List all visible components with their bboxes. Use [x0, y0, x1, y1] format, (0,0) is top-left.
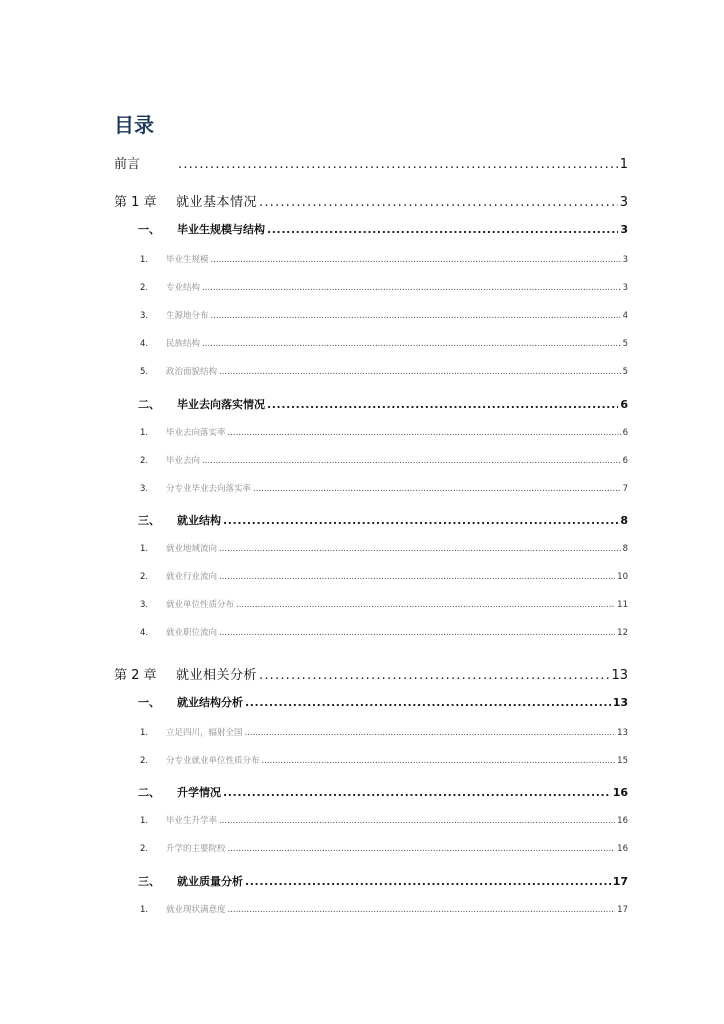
toc-item-entry[interactable] [140, 454, 628, 466]
toc-page-number: 8 [620, 514, 628, 527]
toc-item-entry[interactable] [140, 281, 628, 293]
toc-entry-label: 毕业生升学率 [166, 816, 218, 826]
toc-entry-number: 一、 [138, 696, 160, 709]
toc-leader-dots [202, 283, 621, 293]
toc-item-entry[interactable] [140, 337, 628, 349]
toc-entry-label: 立足四川，辐射全国 [166, 728, 243, 738]
toc-page-number: 13 [617, 728, 628, 738]
toc-section-entry[interactable] [138, 784, 628, 800]
toc-page-number: 16 [612, 786, 628, 799]
toc-page-number: 6 [622, 456, 628, 466]
toc-leader-dots [236, 600, 615, 610]
toc-entry-number: 2. [140, 283, 149, 293]
toc-leader-dots [245, 875, 611, 888]
toc-item-entry[interactable] [140, 426, 628, 438]
toc-entry-number: 3. [140, 311, 149, 321]
toc-section-entry[interactable] [138, 221, 628, 237]
toc-chapter-entry[interactable] [114, 153, 628, 172]
toc-section-entry[interactable] [138, 512, 628, 528]
toc-page-number: 17 [612, 875, 628, 888]
toc-entry-label: 就业质量分析 [177, 875, 243, 888]
toc-entry-number: 1. [140, 428, 149, 438]
toc-entry-label: 就业结构分析 [177, 696, 243, 709]
toc-page-number: 13 [611, 668, 628, 683]
toc-item-entry[interactable] [140, 903, 628, 915]
toc-entry-number: 第 2 章 [114, 668, 157, 683]
toc-page-number: 1 [619, 157, 628, 172]
toc-entry-label: 毕业生规模 [166, 255, 209, 265]
toc-entry-label: 毕业去向 [166, 456, 201, 466]
toc-entry-number: 前言 [114, 157, 141, 172]
toc-leader-dots [228, 428, 621, 438]
toc-entry-label: 毕业去向落实率 [166, 428, 226, 438]
toc-leader-dots [267, 398, 618, 411]
toc-entry-number: 三、 [138, 514, 160, 527]
toc-item-entry[interactable] [140, 570, 628, 582]
toc-item-entry[interactable] [140, 482, 628, 494]
toc-entry-number: 3. [140, 484, 149, 494]
toc-page-number: 16 [617, 844, 628, 854]
toc-entry-label: 分专业毕业去向落实率 [166, 484, 252, 494]
toc-entry-number: 3. [140, 600, 149, 610]
toc-entry-label: 就业结构 [177, 514, 221, 527]
toc-page-number: 7 [622, 484, 628, 494]
toc-entry-number: 三、 [138, 875, 160, 888]
toc-page-number: 16 [617, 816, 628, 826]
toc-entry-number: 2. [140, 756, 149, 766]
toc-chapter-entry[interactable] [114, 664, 628, 683]
toc-entry-label: 就业行业流向 [166, 572, 218, 582]
toc-leader-dots [219, 572, 615, 582]
toc-leader-dots [223, 514, 618, 527]
toc-leader-dots [245, 728, 616, 738]
toc-entry-label: 民族结构 [166, 339, 201, 349]
toc-leader-dots [228, 844, 616, 854]
toc-page-number: 17 [617, 905, 628, 915]
toc-entry-number: 2. [140, 456, 149, 466]
toc-entry-label: 分专业就业单位性质分布 [166, 756, 260, 766]
toc-item-entry[interactable] [140, 253, 628, 265]
toc-entry-number: 1. [140, 544, 149, 554]
toc-leader-dots [219, 367, 621, 377]
toc-chapter-entry[interactable] [114, 191, 628, 210]
toc-item-entry[interactable] [140, 309, 628, 321]
toc-leader-dots [267, 223, 618, 236]
toc-item-entry[interactable] [140, 754, 628, 766]
toc-page-number: 3 [619, 195, 628, 210]
toc-page-number: 8 [622, 544, 628, 554]
toc-leader-dots [223, 786, 611, 799]
toc-entry-number: 2. [140, 572, 149, 582]
toc-title: 目录 [114, 113, 154, 137]
toc-entry-number: 二、 [138, 786, 160, 799]
toc-page-number: 5 [622, 367, 628, 377]
toc-item-entry[interactable] [140, 726, 628, 738]
toc-item-entry[interactable] [140, 365, 628, 377]
toc-item-entry[interactable] [140, 814, 628, 826]
toc-item-entry[interactable] [140, 542, 628, 554]
toc-section-entry[interactable] [138, 694, 628, 710]
toc-leader-dots [219, 544, 621, 554]
toc-section-entry[interactable] [138, 873, 628, 889]
toc-leader-dots [253, 484, 621, 494]
toc-entry-number: 2. [140, 844, 149, 854]
toc-leader-dots [259, 195, 618, 210]
toc-entry-number: 二、 [138, 398, 160, 411]
toc-leader-dots [202, 456, 621, 466]
toc-item-entry[interactable] [140, 842, 628, 854]
toc-page-number: 3 [622, 283, 628, 293]
toc-entry-number: 1. [140, 816, 149, 826]
toc-entry-label: 毕业生规模与结构 [177, 223, 265, 236]
toc-leader-dots [178, 157, 618, 172]
toc-entry-number: 一、 [138, 223, 160, 236]
toc-entry-label: 毕业去向落实情况 [177, 398, 265, 411]
toc-entry-label: 专业结构 [166, 283, 201, 293]
toc-page-number: 3 [620, 223, 628, 236]
toc-page-number: 11 [617, 600, 628, 610]
toc-entry-number: 第 1 章 [114, 195, 157, 210]
toc-entry-label: 就业地域流向 [166, 544, 218, 554]
toc-leader-dots [211, 311, 621, 321]
toc-entry-label: 升学的主要院校 [166, 844, 226, 854]
toc-entry-number: 1. [140, 905, 149, 915]
toc-leader-dots [202, 339, 621, 349]
toc-entry-label: 就业基本情况 [176, 195, 258, 210]
toc-entry-label: 就业现状满意度 [166, 905, 226, 915]
toc-entry-label: 政治面貌结构 [166, 367, 218, 377]
toc-page-number: 5 [622, 339, 628, 349]
toc-leader-dots [228, 905, 616, 915]
toc-leader-dots [211, 255, 621, 265]
toc-item-entry[interactable] [140, 598, 628, 610]
toc-item-entry[interactable] [140, 626, 628, 638]
toc-entry-label: 就业相关分析 [176, 668, 258, 683]
toc-section-entry[interactable] [138, 396, 628, 412]
toc-leader-dots [219, 628, 615, 638]
toc-page-number: 6 [622, 428, 628, 438]
toc-page-number: 6 [620, 398, 628, 411]
toc-page-number: 12 [617, 628, 628, 638]
toc-entry-label: 就业职位流向 [166, 628, 218, 638]
toc-entry-number: 4. [140, 628, 149, 638]
toc-page-number: 13 [612, 696, 628, 709]
toc-page-number: 3 [622, 255, 628, 265]
toc-leader-dots [219, 816, 615, 826]
toc-page-number: 10 [617, 572, 628, 582]
toc-entry-number: 1. [140, 255, 149, 265]
toc-leader-dots [262, 756, 616, 766]
toc-leader-dots [259, 668, 609, 683]
toc-entry-number: 1. [140, 728, 149, 738]
toc-page-number: 15 [617, 756, 628, 766]
toc-entry-label: 升学情况 [177, 786, 221, 799]
toc-page-number: 4 [622, 311, 628, 321]
toc-entry-number: 4. [140, 339, 149, 349]
toc-leader-dots [245, 696, 611, 709]
toc-entry-number: 5. [140, 367, 149, 377]
toc-entry-label: 生源地分布 [166, 311, 209, 321]
toc-entry-label: 就业单位性质分布 [166, 600, 235, 610]
